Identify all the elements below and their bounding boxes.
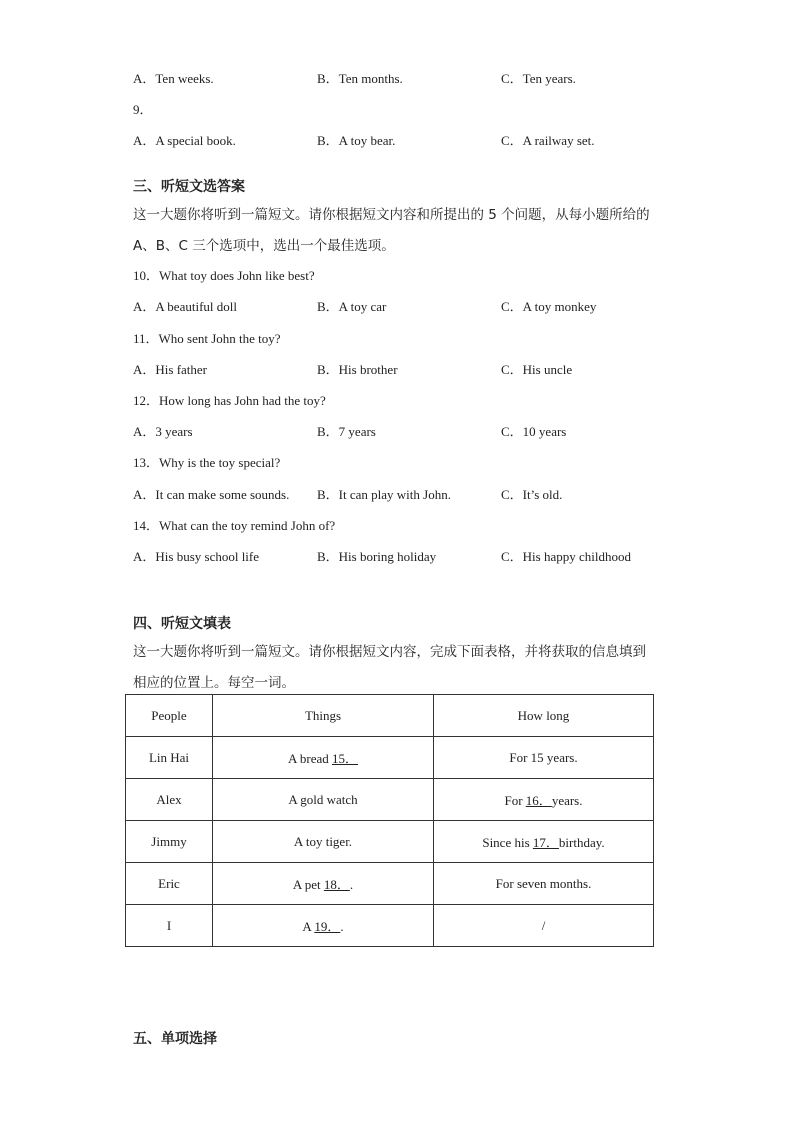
q10-option-b: B．A toy car <box>317 299 387 314</box>
table-row <box>126 737 654 779</box>
q9-option-c: C．A railway set. <box>501 133 595 148</box>
table-row <box>126 863 654 905</box>
q8-option-a: A．Ten weeks. <box>133 71 214 86</box>
things-text: A pet <box>292 877 324 892</box>
things-suffix: . <box>340 919 344 934</box>
header-how-long: How long <box>434 695 654 737</box>
answer-blank-15[interactable]: 15． <box>332 751 359 766</box>
header-people: People <box>126 695 213 737</box>
cell-things <box>213 863 434 905</box>
section3-instruction-2: A、B、C 三个选项中，选出一个最佳选项。 <box>133 238 395 254</box>
section4-instruction-1: 这一大题你将听到一篇短文。请你根据短文内容，完成下面表格，并将获取的信息填到 <box>133 644 646 660</box>
q14-option-c: C．His happy childhood <box>501 549 631 564</box>
answer-blank-16[interactable]: 16． <box>525 793 552 808</box>
q11-option-c: C．His uncle <box>501 362 573 377</box>
q9-option-a: A．A special book. <box>133 133 236 148</box>
q12-option-c: C．10 years <box>501 424 567 439</box>
q10-option-c: C．A toy monkey <box>501 299 597 314</box>
how-long-text: For 15 years. <box>509 749 578 765</box>
answer-blank-17[interactable]: 17． <box>532 835 559 850</box>
table-row <box>126 779 654 821</box>
how-long-text: For seven months. <box>495 875 592 891</box>
q8-option-c: C．Ten years. <box>501 71 576 86</box>
things-text: A bread <box>287 751 333 766</box>
q9-number: 9． <box>133 102 153 117</box>
table-row <box>126 821 654 863</box>
q8-option-b: B．Ten months. <box>317 71 403 86</box>
section5-title: 五、单项选择 <box>133 1031 217 1047</box>
answer-blank-19[interactable]: 19． <box>314 919 341 934</box>
cell-how-long <box>434 821 654 863</box>
q14-question: 14．What can the toy remind John of? <box>133 518 336 533</box>
q13-option-c: C．It’s old. <box>501 487 563 502</box>
header-things: Things <box>213 695 434 737</box>
section3-instruction-1: 这一大题你将听到一篇短文。请你根据短文内容和所提出的 5 个问题，从每小题所给的 <box>133 207 650 223</box>
cell-things <box>213 737 434 779</box>
things-text: A <box>302 919 315 934</box>
cell-how-long <box>434 905 654 947</box>
q10-option-a: A．A beautiful doll <box>133 299 237 314</box>
table-row <box>126 905 654 947</box>
how-long-text: / <box>541 917 546 933</box>
cell-things <box>213 905 434 947</box>
q13-question: 13．Why is the toy special? <box>133 455 281 470</box>
how-long-suffix: birthday. <box>558 835 605 850</box>
cell-people: I <box>126 905 213 947</box>
q13-option-b: B．It can play with John. <box>317 487 451 502</box>
how-long-text: Since his <box>482 835 533 850</box>
q13-option-a: A．It can make some sounds. <box>133 487 290 502</box>
q12-option-b: B．7 years <box>317 424 376 439</box>
q14-option-b: B．His boring holiday <box>317 549 437 564</box>
cell-people: Eric <box>126 863 213 905</box>
q9-option-b: B．A toy bear. <box>317 133 396 148</box>
cell-people: Lin Hai <box>126 737 213 779</box>
answer-blank-18[interactable]: 18． <box>323 877 350 892</box>
things-text: A toy tiger. <box>293 833 353 849</box>
q12-option-a: A．3 years <box>133 424 193 439</box>
cell-things <box>213 821 434 863</box>
how-long-text: For <box>504 793 526 808</box>
cell-how-long <box>434 737 654 779</box>
section4-title: 四、听短文填表 <box>133 616 231 632</box>
q11-option-b: B．His brother <box>317 362 398 377</box>
q11-option-a: A．His father <box>133 362 208 377</box>
cell-people: Alex <box>126 779 213 821</box>
cell-people: Jimmy <box>126 821 213 863</box>
fill-in-table <box>125 694 654 947</box>
q12-question: 12．How long has John had the toy? <box>133 393 326 408</box>
table-header-row <box>126 695 654 737</box>
cell-how-long <box>434 779 654 821</box>
things-suffix: . <box>349 877 354 892</box>
q14-option-a: A．His busy school life <box>133 549 260 564</box>
section4-instruction-2: 相应的位置上。每空一词。 <box>133 675 295 691</box>
q10-question: 10．What toy does John like best? <box>133 268 315 283</box>
cell-things <box>213 779 434 821</box>
things-text: A gold watch <box>288 791 358 807</box>
section3-title: 三、听短文选答案 <box>133 179 245 195</box>
cell-how-long <box>434 863 654 905</box>
q11-question: 11．Who sent John the toy? <box>133 331 281 346</box>
how-long-suffix: years. <box>551 793 583 808</box>
